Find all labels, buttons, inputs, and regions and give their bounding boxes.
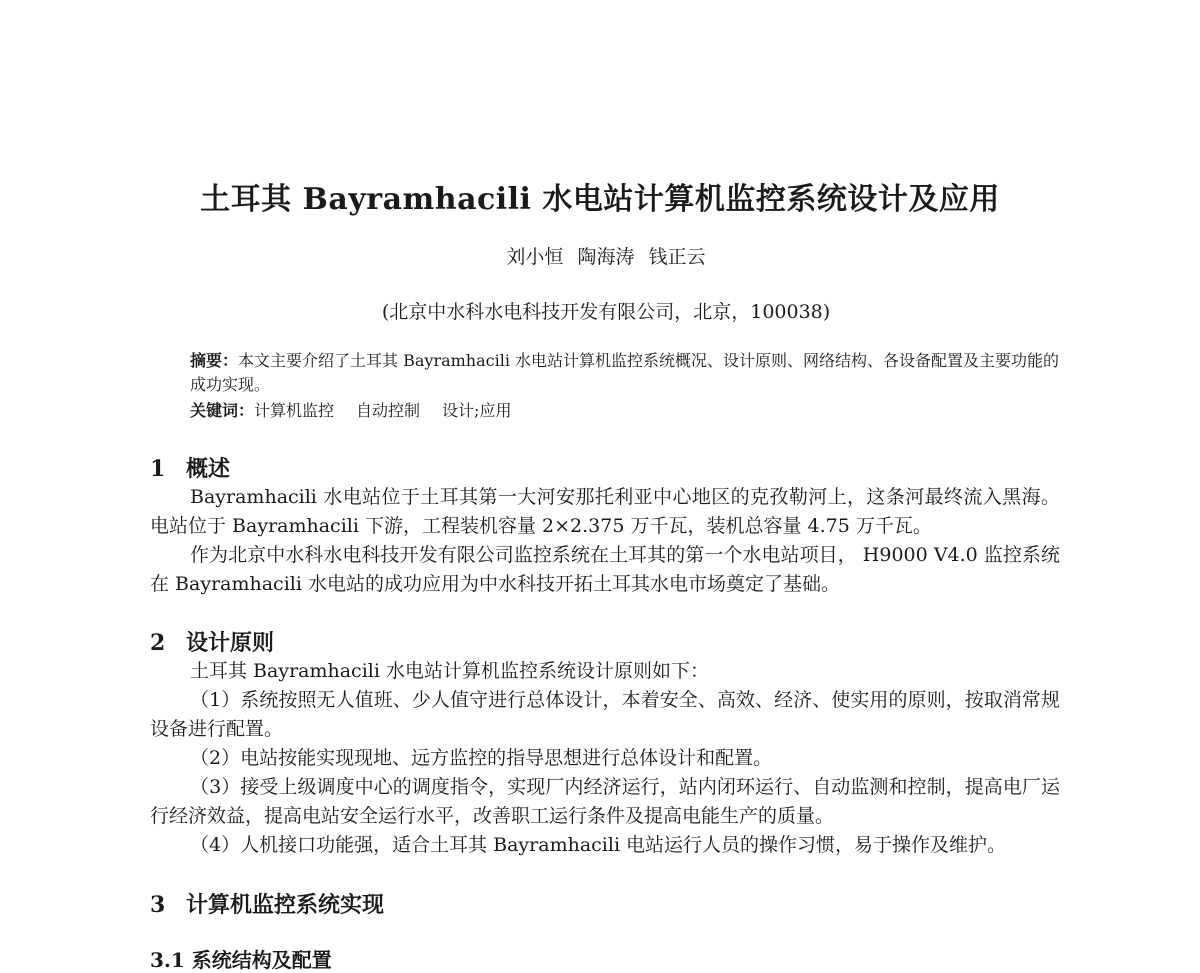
body-paragraph: 土耳其 Bayramhacili 水电站计算机监控系统设计原则如下： — [190, 660, 709, 682]
body-paragraph: （2）电站按能实现现地、远方监控的指导思想进行总体设计和配置。 — [190, 747, 773, 769]
author-list — [0, 242, 1200, 269]
section-heading — [150, 626, 274, 657]
abstract-text: 本文主要介绍了土耳其 Bayramhacili 水电站计算机监控系统概况、设计原则、网络结构、各设备配置及主要功能的成功实现。 — [190, 351, 1060, 394]
section-number: 1 — [150, 456, 166, 482]
body-paragraph: （3）接受上级调度中心的调度指令，实现厂内经济运行，站内闭环运行、自动监测和控制，提高电厂运行经济效益，提高电站安全运行水平，改善职工运行条件及提高电能生产的质量。 — [150, 776, 1060, 827]
body-paragraph: 作为北京中水科水电科技开发有限公司监控系统在土耳其的第一个水电站项目， H9000 V4.0 监控系统在 Bayramhacili 水电站的成功应用为中水科技开拓土耳其水电市场奠定了基础。 — [150, 544, 1060, 595]
keyword: 计算机监控 — [254, 401, 335, 420]
paper-title: 土耳其 Bayramhacili 水电站计算机监控系统设计及应用 — [200, 182, 1000, 217]
body-paragraph: Bayramhacili 水电站位于土耳其第一大河安那托利亚中心地区的克孜勒河上，这条河最终流入黑海。电站位于 Bayramhacili 下游，工程装机容量 2×2.375 万千瓦，装机总容量 4.75 万千瓦。 — [150, 486, 1060, 537]
keywords-label: 关键词： — [190, 401, 255, 420]
section-title: 设计原则 — [186, 630, 275, 656]
author-name: 刘小恒 — [506, 246, 564, 268]
abstract-label: 摘要： — [190, 351, 239, 370]
keyword: 设计;应用 — [442, 401, 512, 420]
body-paragraph: （4）人机接口功能强，适合土耳其 Bayramhacili 电站运行人员的操作习惯，易于操作及维护。 — [190, 834, 1007, 856]
section-heading — [150, 452, 230, 483]
section-title: 计算机监控系统实现 — [186, 892, 385, 918]
section-number: 2 — [150, 630, 166, 656]
author-affiliation: (北京中水科水电科技开发有限公司，北京，100038) — [381, 301, 831, 323]
author-name: 钱正云 — [648, 246, 706, 268]
keywords — [190, 399, 1070, 423]
section-title: 概述 — [186, 456, 231, 482]
section-number: 3 — [150, 892, 166, 918]
section-heading — [150, 888, 384, 919]
subsection-heading: 3.1 系统结构及配置 — [150, 948, 332, 972]
keyword: 自动控制 — [356, 401, 421, 420]
abstract — [190, 349, 1070, 397]
author-name: 陶海涛 — [577, 246, 635, 268]
body-paragraph: （1）系统按照无人值班、少人值守进行总体设计，本着安全、高效、经济、使实用的原则，按取消常规设备进行配置。 — [150, 689, 1060, 740]
